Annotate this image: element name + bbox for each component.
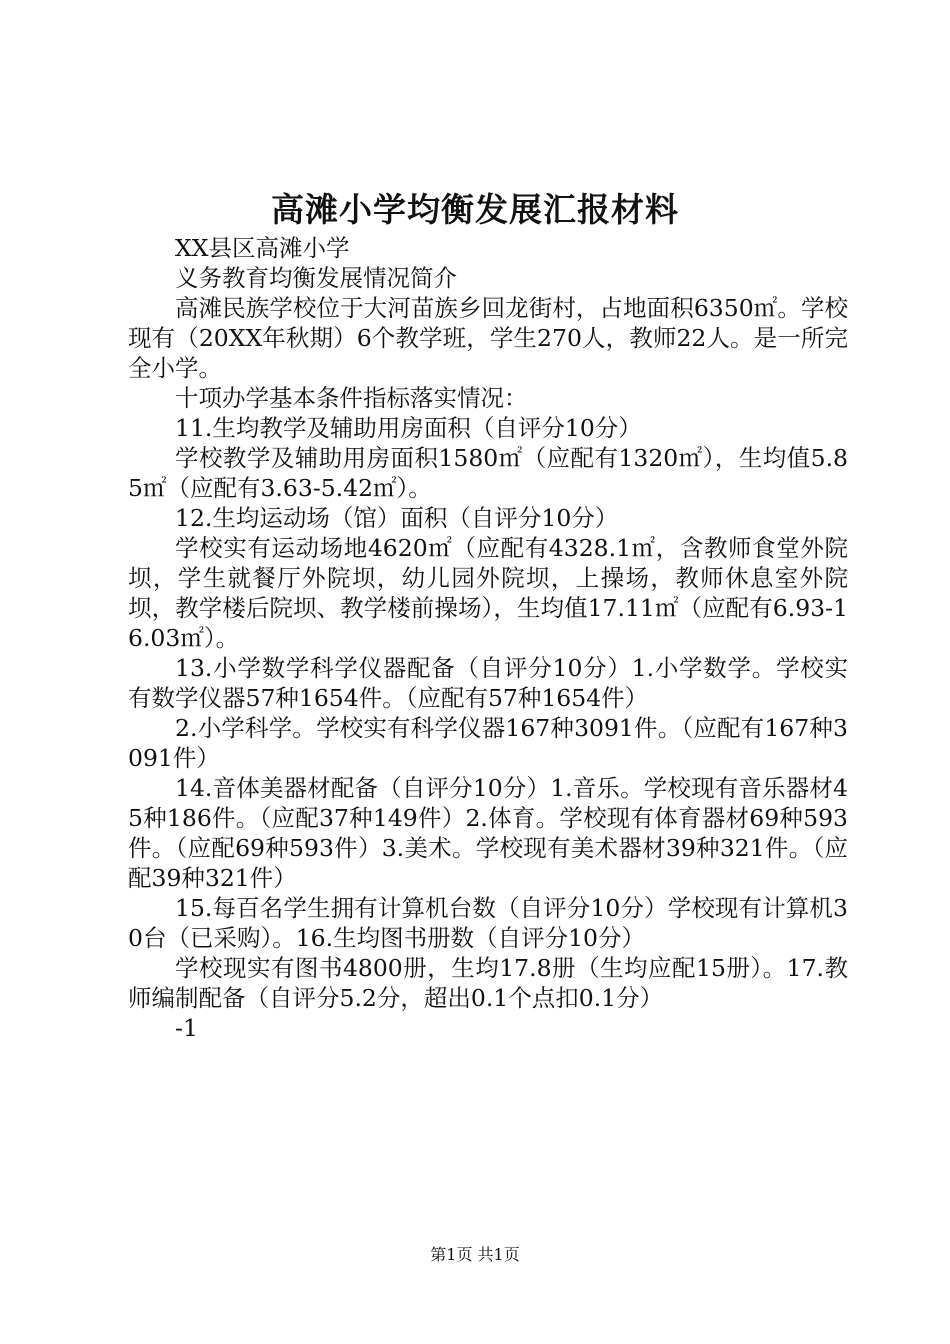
item-13-paragraph: 13.小学数学科学仪器配备（自评分10分）1.小学数学。学校实有数学仪器57种1654件。（应配有57种1654件） [128, 654, 848, 712]
item-11-heading: 11.生均教学及辅助用房面积（自评分10分） [175, 414, 642, 442]
document-title: 高滩小学均衡发展汇报材料 [271, 190, 679, 229]
item-13-science-paragraph: 2.小学科学。学校实有科学仪器167种3091件。（应配有167种3091件） [128, 714, 848, 772]
document-body [128, 233, 848, 1043]
item-15-16-paragraph: 15.每百名学生拥有计算机台数（自评分10分）学校现有计算机30台（已采购）。16.生均图书册数（自评分10分） [128, 894, 848, 952]
item-12-body: 学校实有运动场地4620㎡（应配有4328.1㎡，含教师食堂外院坝，学生就餐厅外院坝，幼儿园外院坝，上操场，教师休息室外院坝，教学楼后院坝、教学楼前操场），生均值17.11㎡（应配有6.93-16.03㎡）。 [128, 534, 848, 652]
item-14-paragraph: 14.音体美器材配备（自评分10分）1.音乐。学校现有音乐器材45种186件。（应配37种149件）2.体育。学校现有体育器材69种593件。（应配69种593件）3.美术。学校现有美术器材39种321件。（应配39种321件） [128, 774, 848, 892]
intro-paragraph: 高滩民族学校位于大河苗族乡回龙街村，占地面积6350㎡。学校现有（20XX年秋期）6个教学班，学生270人，教师22人。是一所完全小学。 [128, 294, 848, 382]
item-11-body: 学校教学及辅助用房面积1580㎡（应配有1320㎡），生均值5.85㎡（应配有3.63-5.42㎡）。 [128, 444, 848, 502]
section-heading: 十项办学基本条件指标落实情况： [175, 384, 528, 412]
school-name-line: XX县区高滩小学 [175, 234, 350, 262]
item-12-heading: 12.生均运动场（馆）面积（自评分10分） [175, 504, 619, 532]
subtitle-line: 义务教育均衡发展情况简介 [175, 264, 457, 292]
page-footer: 第1页 共1页 [430, 1245, 520, 1264]
item-16-17-paragraph: 学校现实有图书4800册，生均17.8册（生均应配15册）。17.教师编制配备（自评分5.2分，超出0.1个点扣0.1分） [128, 954, 848, 1012]
page-marker: -1 [175, 1014, 198, 1042]
